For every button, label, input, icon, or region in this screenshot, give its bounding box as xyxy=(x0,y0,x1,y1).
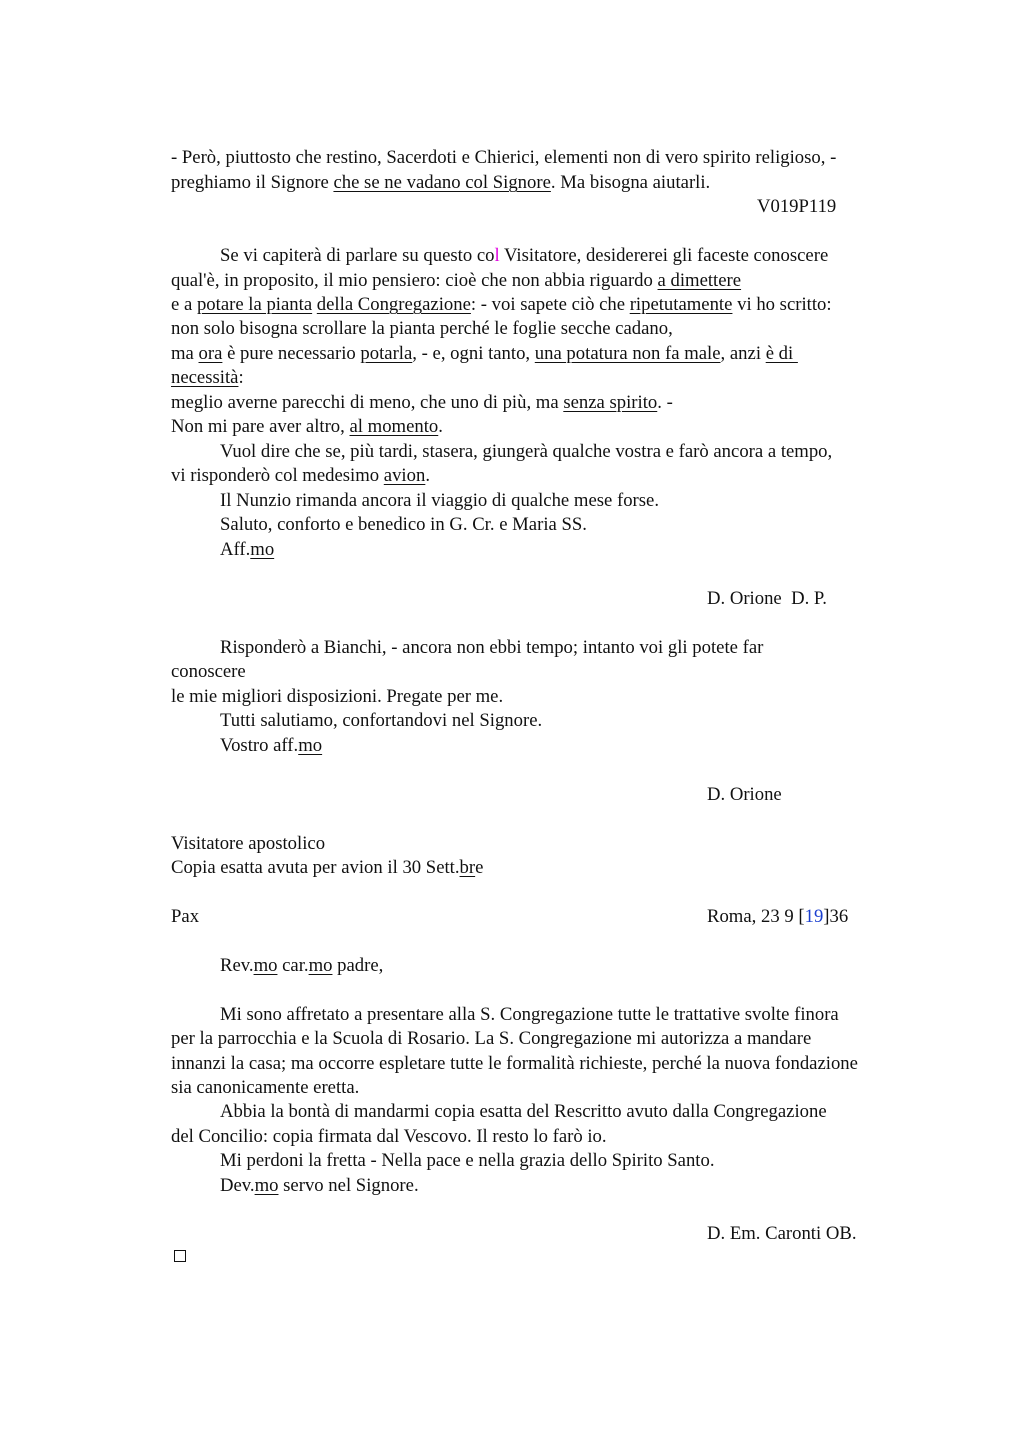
text-line: e a potare la pianta della Congregazione: - voi sapete ciò che ripetutamente vi ho scritto: xyxy=(171,294,832,315)
text-line: Se vi capiterà di parlare su questo col Visitatore, desidererei gli faceste conoscere xyxy=(220,245,829,266)
text-line: Copia esatta avuta per avion il 30 Sett.bre xyxy=(171,857,484,878)
text-line: Non mi pare aver altro, al momento. xyxy=(171,416,443,437)
text-line: vi risponderò col medesimo avion. xyxy=(171,465,430,486)
reference-code: V019P119 xyxy=(757,196,837,217)
underlined-text: necessità xyxy=(171,367,239,388)
text-line: Mi perdoni la fretta - Nella pace e nella grazia dello Spirito Santo. xyxy=(220,1150,715,1171)
text-line: preghiamo il Signore che se ne vadano col Signore. Ma bisogna aiutarli. xyxy=(171,172,711,193)
closing-line: Aff.mo xyxy=(220,539,275,560)
underlined-text: ora xyxy=(198,343,223,364)
underlined-text: mo xyxy=(298,735,323,756)
underlined-text: a dimettere xyxy=(657,270,742,291)
text-line: Saluto, conforto e benedico in G. Cr. e Maria SS. xyxy=(220,514,587,535)
underlined-text: avion xyxy=(383,465,426,486)
text-line: non solo bisogna scrollare la pianta perché le foglie secche cadano, xyxy=(171,318,673,339)
date-line: Roma, 23 9 [19]36 xyxy=(707,906,849,927)
closing-line: Dev.mo servo nel Signore. xyxy=(220,1175,419,1196)
salutation-pax: Pax xyxy=(171,906,200,927)
underlined-text: potare la pianta xyxy=(196,294,313,315)
text-line: sia canonicamente eretta. xyxy=(171,1077,360,1098)
underlined-text: mo xyxy=(250,539,275,560)
text-line: Il Nunzio rimanda ancora il viaggio di qualche mese forse. xyxy=(220,490,660,511)
text-line: qual'è, in proposito, il mio pensiero: cioè che non abbia riguardo a dimettere xyxy=(171,270,742,291)
checkbox-square-icon xyxy=(174,1250,186,1262)
text-line: - Però, piuttosto che restino, Sacerdoti e Chierici, elementi non di vero spirito religioso, - xyxy=(171,147,837,168)
text-line: ma ora è pure necessario potarla, - e, ogni tanto, una potatura non fa male, anzi è di xyxy=(171,343,798,364)
signature: D. Orione xyxy=(707,784,782,805)
section-heading: Visitatore apostolico xyxy=(171,833,326,854)
underlined-text: ripetutamente xyxy=(629,294,733,315)
closing-line: Vostro aff.mo xyxy=(220,735,323,756)
underlined-text: potarla xyxy=(360,343,413,364)
highlighted-letter: l xyxy=(494,245,500,266)
salutation: Rev.mo car.mo padre, xyxy=(220,955,384,976)
text-line: Tutti salutiamo, confortandovi nel Signore. xyxy=(220,710,543,731)
underlined-text: una potatura non fa male xyxy=(534,343,721,364)
text-line: le mie migliori disposizioni. Pregate per me. xyxy=(171,686,504,707)
underlined-text: che se ne vadano col Signore xyxy=(333,172,551,193)
underlined-text: mo xyxy=(253,955,278,976)
signature: D. Em. Caronti OB. xyxy=(707,1223,857,1244)
underlined-text: br xyxy=(459,857,476,878)
underlined-text: è di xyxy=(765,343,798,364)
signature: D. Orione D. P. xyxy=(707,588,827,609)
text-line: Risponderò a Bianchi, - ancora non ebbi tempo; intanto voi gli potete far xyxy=(220,637,764,658)
text-line: del Concilio: copia firmata dal Vescovo. Il resto lo farò io. xyxy=(171,1126,607,1147)
text-line: meglio averne parecchi di meno, che uno di più, ma senza spirito. - xyxy=(171,392,673,413)
underlined-text: al momento xyxy=(349,416,439,437)
text-line: Abbia la bontà di mandarmi copia esatta del Rescritto avuto dalla Congregazione xyxy=(220,1101,827,1122)
underlined-text: della Congregazione xyxy=(316,294,471,315)
text-line: Vuol dire che se, più tardi, stasera, giungerà qualche vostra e farò ancora a tempo, xyxy=(220,441,833,462)
inserted-year-digits: 19 xyxy=(804,906,824,927)
text-line: Mi sono affretato a presentare alla S. Congregazione tutte le trattative svolte finora xyxy=(220,1004,839,1025)
text-line: innanzi la casa; ma occorre espletare tutte le formalità richieste, perché la nuova fondazione xyxy=(171,1053,858,1074)
underlined-text: mo xyxy=(254,1175,279,1196)
text-line: per la parrocchia e la Scuola di Rosario. La S. Congregazione mi autorizza a mandare xyxy=(171,1028,812,1049)
text-line: conoscere xyxy=(171,661,246,682)
text-line: necessità: xyxy=(171,367,244,388)
underlined-text: mo xyxy=(308,955,333,976)
underlined-text: senza spirito xyxy=(563,392,658,413)
